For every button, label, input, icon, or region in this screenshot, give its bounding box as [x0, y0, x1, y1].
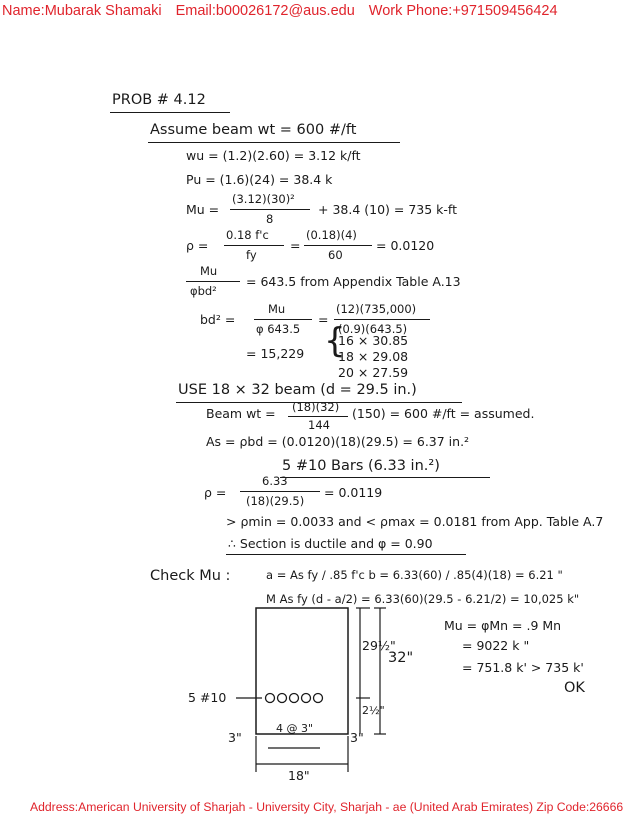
beam-option-2: 18 × 29.08 [338, 349, 409, 364]
section-bar-spacing: 4 @ 3" [276, 722, 314, 735]
bd2-label: bd² = [200, 312, 236, 327]
bd2-equals: = [318, 312, 329, 327]
header-email: Email:b00026172@aus.edu [175, 3, 355, 19]
options-brace: { [324, 321, 346, 361]
nominal-moment-line: M As fy (d - a/2) = 6.33(60)(29.5 - 6.21/2) = 10,025 k" [266, 592, 580, 606]
ratio-denominator: φbd² [190, 284, 217, 298]
ok-label: OK [564, 680, 585, 696]
rho-value-numerator: (0.18)(4) [306, 228, 357, 242]
rho-result: = 0.0120 [376, 238, 435, 253]
check-label: Check Mu : [150, 568, 231, 584]
selected-beam: USE 18 × 32 beam (d = 29.5 in.) [178, 382, 417, 398]
section-right-edge: 3" [350, 730, 364, 745]
design-moment-2: = 9022 k " [462, 638, 530, 653]
ductility-conclusion: ∴ Section is ductile and φ = 0.90 [228, 536, 433, 551]
moment-result: + 38.4 (10) = 735 k-ft [318, 202, 457, 217]
bd2-formula-denominator: φ 643.5 [256, 322, 301, 336]
rho-value-denominator: 60 [328, 248, 343, 262]
beam-wt-numerator: (18)(32) [292, 400, 340, 414]
address-footer: Address:American University of Sharjah - University City, Sharjah - ae (United Arab Emirates) Zip Code:26666 [30, 800, 624, 814]
ratio-numerator: Mu [200, 264, 218, 278]
beam-cross-section-sketch [0, 24, 638, 800]
rho-limits: > ρmin = 0.0033 and < ρmax = 0.0181 from App. Table A.7 [226, 514, 604, 529]
design-moment-3: = 751.8 k' > 735 k' [462, 660, 584, 675]
bd2-value-denominator: (0.9)(643.5) [338, 322, 408, 336]
moment-denominator: 8 [266, 212, 274, 226]
section-cover: 2½" [362, 704, 385, 717]
header-name: Name:Mubarak Shamaki [2, 3, 162, 19]
section-effective-depth: 29½" [362, 638, 396, 653]
contact-header [2, 3, 572, 19]
bd2-value-numerator: (12)(735,000) [336, 302, 417, 316]
rebar-circles [266, 694, 323, 703]
rho-check-denominator: (18)(29.5) [246, 494, 305, 508]
problem-title: PROB # 4.12 [112, 92, 206, 108]
rho-formula-numerator: 0.18 f'c [226, 228, 269, 242]
steel-area: As = ρbd = (0.0120)(18)(29.5) = 6.37 in.² [206, 434, 470, 449]
factored-point-load: Pu = (1.6)(24) = 38.4 k [186, 172, 333, 187]
depth-a-line: a = As fy / .85 f'c b = 6.33(60) / .85(4)(18) = 6.21 " [266, 568, 563, 582]
beam-wt-result: (150) = 600 #/ft = assumed. [352, 406, 535, 421]
section-left-edge: 3" [228, 730, 242, 745]
beam-wt-label: Beam wt = [206, 406, 276, 421]
moment-label: Mu = [186, 202, 220, 217]
bd2-formula-numerator: Mu [268, 302, 286, 316]
ratio-result: = 643.5 from Appendix Table A.13 [246, 274, 461, 289]
design-moment-1: Mu = φMn = .9 Mn [444, 618, 562, 633]
rho-check-numerator: 6.33 [262, 474, 288, 488]
beam-option-1: 16 × 30.85 [338, 333, 409, 348]
section-bars-label: 5 #10 [188, 690, 227, 705]
beam-section-outline [256, 608, 348, 734]
factored-distributed-load: wu = (1.2)(2.60) = 3.12 k/ft [186, 148, 361, 163]
assume-weight-line: Assume beam wt = 600 #/ft [150, 122, 357, 138]
rho-equals: = [290, 238, 301, 253]
beam-option-3: 20 × 27.59 [338, 365, 409, 380]
handwritten-solution-page [0, 24, 638, 800]
header-phone: Work Phone:+971509456424 [368, 3, 558, 19]
beam-wt-denominator: 144 [308, 418, 330, 432]
rho-formula-denominator: fy [246, 248, 257, 262]
rho-label: ρ = [186, 238, 209, 253]
moment-numerator: (3.12)(30)² [232, 192, 295, 206]
bars-selected: 5 #10 Bars (6.33 in.²) [282, 458, 440, 474]
rho-check-label: ρ = [204, 485, 227, 500]
section-total-height: 32" [388, 650, 414, 666]
section-width: 18" [288, 768, 310, 783]
bd2-result: = 15,229 [246, 346, 305, 361]
rho-check-result: = 0.0119 [324, 485, 383, 500]
